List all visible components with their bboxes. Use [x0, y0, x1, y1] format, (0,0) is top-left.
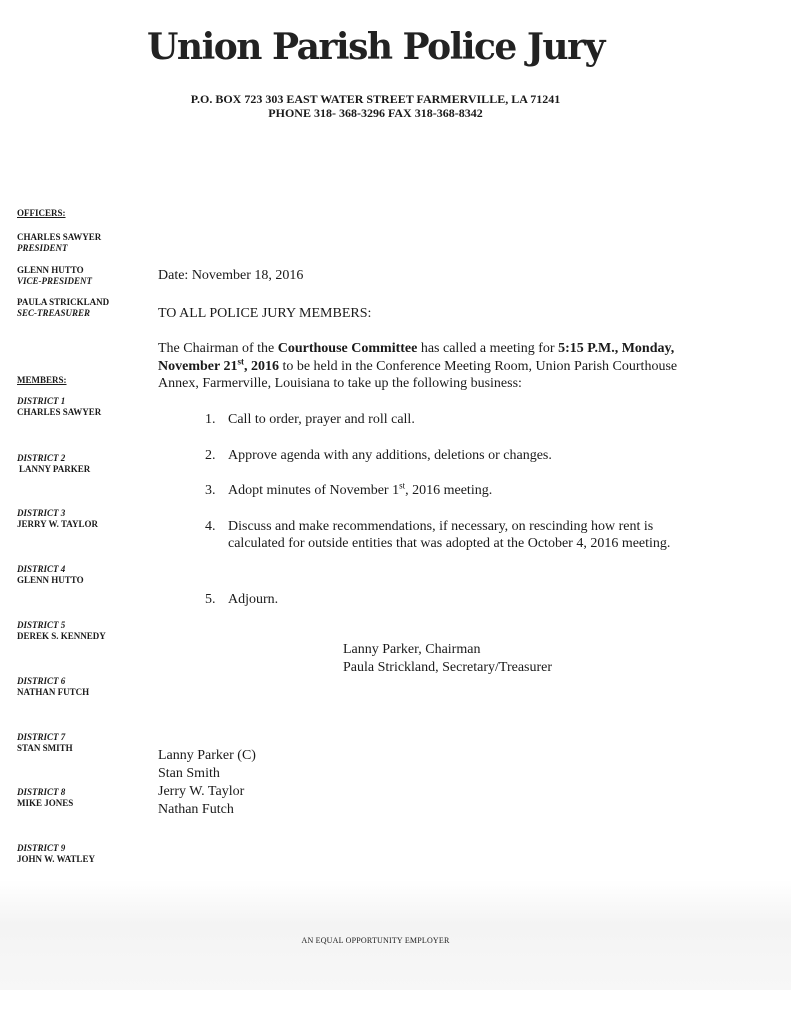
- district-label: DISTRICT 7: [17, 732, 66, 742]
- district-member: CHARLES SAWYER: [17, 407, 102, 417]
- district-entry: [17, 732, 73, 754]
- district-member: LANNY PARKER: [19, 464, 91, 474]
- committee-member: Stan Smith: [158, 766, 220, 781]
- signature-chairman: Lanny Parker, Chairman: [343, 642, 481, 657]
- district-entry: [17, 396, 101, 418]
- district-member: NATHAN FUTCH: [17, 687, 90, 697]
- agenda-number: 1.: [205, 412, 216, 427]
- footer-text: AN EQUAL OPPORTUNITY EMPLOYER: [301, 936, 450, 945]
- officer-title: VICE-PRESIDENT: [17, 276, 93, 286]
- members-heading: MEMBERS:: [17, 375, 67, 385]
- district-member: MIKE JONES: [17, 798, 74, 808]
- officer-entry: [17, 265, 92, 287]
- agenda-text: Approve agenda with any additions, deletions or changes.: [228, 448, 552, 463]
- district-label: DISTRICT 8: [17, 787, 66, 797]
- district-label: DISTRICT 6: [17, 676, 66, 686]
- district-member: JOHN W. WATLEY: [17, 854, 95, 864]
- district-label: DISTRICT 5: [17, 620, 66, 630]
- district-label: DISTRICT 3: [17, 508, 66, 518]
- district-label: DISTRICT 1: [17, 396, 66, 406]
- officer-entry: [17, 232, 101, 254]
- meeting-time: 5:15 P.M.,: [558, 341, 619, 356]
- district-member: STAN SMITH: [17, 743, 73, 753]
- officers-heading: OFFICERS:: [17, 208, 66, 218]
- district-entry: [17, 843, 95, 865]
- officer-name: PAULA STRICKLAND: [17, 297, 110, 307]
- letterhead-title: Union Parish Police Jury: [147, 26, 604, 68]
- district-label: DISTRICT 9: [17, 843, 66, 853]
- meeting-day: Monday, November 21st, 2016: [158, 341, 675, 374]
- letterhead-address: P.O. BOX 723 303 EAST WATER STREET FARMERVILLE, LA 71241: [190, 92, 561, 106]
- committee-member: Jerry W. Taylor: [158, 784, 245, 799]
- district-member: DEREK S. KENNEDY: [17, 631, 106, 641]
- committee-member: Lanny Parker (C): [158, 748, 256, 763]
- officer-entry: [17, 297, 109, 319]
- committee-name: Courthouse Committee: [277, 341, 418, 356]
- district-entry: [17, 620, 106, 642]
- agenda-number: 5.: [205, 592, 216, 607]
- agenda-text: Adjourn.: [228, 592, 279, 607]
- signature-secretary: Paula Strickland, Secretary/Treasurer: [343, 660, 553, 675]
- district-entry: [17, 676, 89, 698]
- meeting-paragraph: The Chairman of the Courthouse Committee has called a meeting for 5:15 P.M., Monday, November 21st, 2016 to be held in the Conference Meeting Room, Union Parish Courthouse Annex, Farmerville, Louisiana to take up the following business:: [158, 341, 678, 391]
- agenda-number: 3.: [205, 483, 216, 498]
- district-label: DISTRICT 4: [17, 564, 66, 574]
- district-entry: [17, 453, 90, 475]
- agenda-number: 4.: [205, 519, 216, 534]
- officer-name: GLENN HUTTO: [17, 265, 84, 275]
- district-entry: [17, 564, 84, 586]
- district-entry: [17, 508, 98, 530]
- district-member: JERRY W. TAYLOR: [17, 519, 98, 529]
- agenda-text: Discuss and make recommendations, if necessary, on rescinding how rent is calculated for outside entities that was adopted at the October 4, 2016 meeting.: [228, 519, 671, 551]
- letterhead-phone-fax: PHONE 318- 368-3296 FAX 318-368-8342: [268, 106, 483, 120]
- officer-name: CHARLES SAWYER: [17, 232, 102, 242]
- district-label: DISTRICT 2: [17, 453, 66, 463]
- letter-salutation: TO ALL POLICE JURY MEMBERS:: [158, 306, 372, 321]
- officer-title: SEC-TREASURER: [17, 308, 91, 318]
- officer-title: PRESIDENT: [17, 243, 68, 253]
- district-member: GLENN HUTTO: [17, 575, 84, 585]
- scan-shading: [0, 880, 791, 990]
- district-entry: [17, 787, 73, 809]
- agenda-number: 2.: [205, 448, 216, 463]
- agenda-text: Adopt minutes of November 1st, 2016 meeting.: [228, 480, 493, 498]
- committee-member: Nathan Futch: [158, 802, 234, 817]
- agenda-text: Call to order, prayer and roll call.: [228, 412, 415, 427]
- letter-date: Date: November 18, 2016: [158, 268, 304, 283]
